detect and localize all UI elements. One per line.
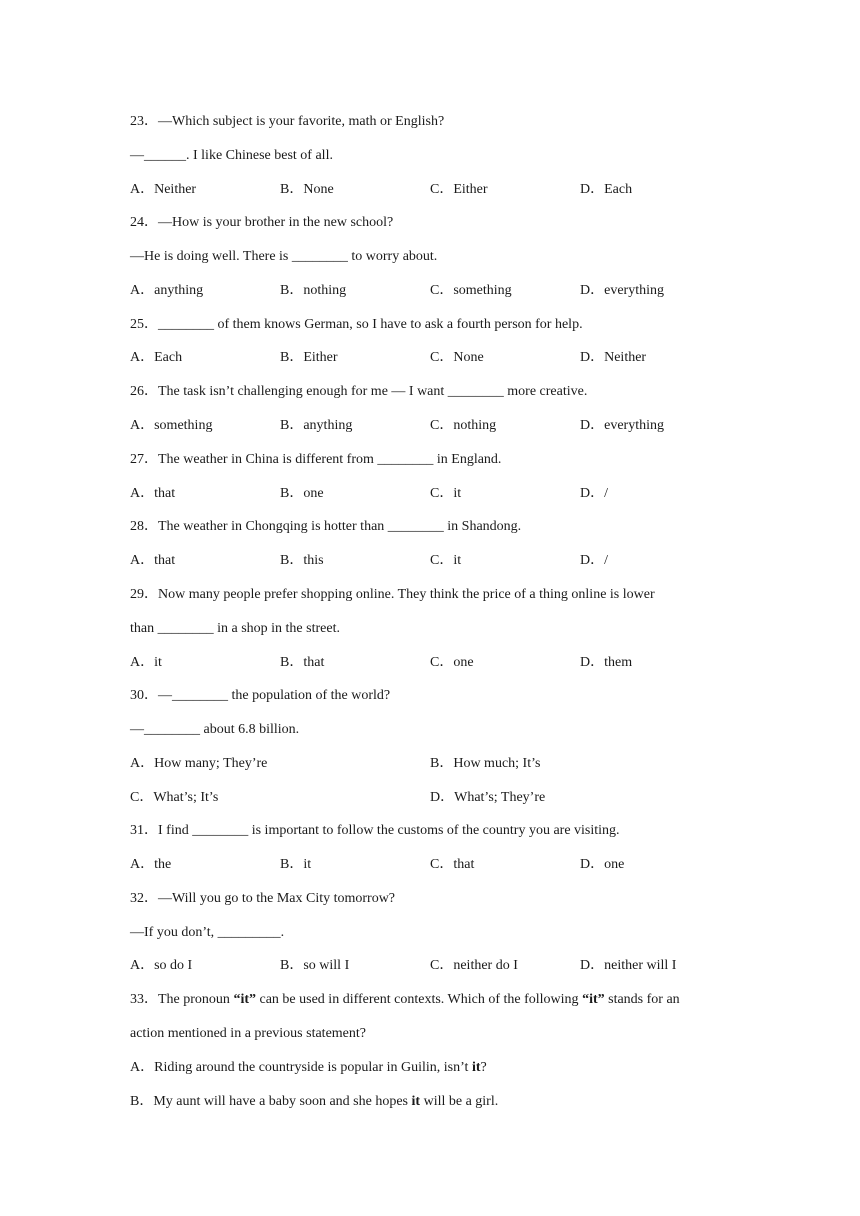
question-24-option-d: D．everything [580,283,664,298]
question-29-option-c: C．one [430,655,474,670]
question-26-stem: 26．The task isn’t challenging enough for me — I want ________ more creative. [130,384,588,399]
question-28-option-c: C．it [430,553,462,568]
question-26-option-c: C．nothing [430,418,497,433]
question-23-reply: —______. I like Chinese best of all. [130,148,333,163]
question-32-option-a: A．so do I [130,958,193,973]
question-32-option-c: C．neither do I [430,958,518,973]
question-32-option-d: D．neither will I [580,958,677,973]
question-27-option-d: D．/ [580,486,608,501]
question-23-stem: 23．—Which subject is your favorite, math or English? [130,114,445,129]
question-30-stem: 30．—________ the population of the world? [130,688,391,703]
question-28-stem: 28．The weather in Chongqing is hotter than ________ in Shandong. [130,519,522,534]
question-30-option-c: C．What’s; It’s [130,790,219,805]
question-31-stem: 31．I find ________ is important to follow the customs of the country you are visiting. [130,823,620,838]
question-25-stem: 25．________ of them knows German, so I have to ask a fourth person for help. [130,317,583,332]
question-31-option-c: C．that [430,857,475,872]
quoted-it-2: “it” [582,992,605,1007]
question-27-option-b: B．one [280,486,324,501]
question-26-option-a: A．something [130,418,213,433]
question-25-option-a: A．Each [130,350,183,365]
question-23-option-d: D．Each [580,182,633,197]
emphasized-it-a: it [471,1060,481,1075]
question-33-option-b-end: will be a girl. [420,1094,499,1109]
question-28-option-a: A．that [130,553,176,568]
question-29-option-b: B．that [280,655,325,670]
question-23-option-a: A．Neither [130,182,197,197]
question-33-option-a-end: ? [480,1060,487,1075]
quoted-it-1: “it” [233,992,256,1007]
question-25-option-d: D．Neither [580,350,647,365]
question-32-reply: —If you don’t, _________. [130,925,285,940]
question-31-option-a: A．the [130,857,172,872]
question-32-stem: 32．—Will you go to the Max City tomorrow? [130,891,396,906]
question-31-option-d: D．one [580,857,625,872]
question-29-stem: 29．Now many people prefer shopping online. They think the price of a thing online is lower [130,587,655,602]
question-33-option-a [130,1059,487,1077]
question-33-option-b [130,1093,498,1111]
emphasized-it-b: it [411,1094,421,1109]
question-30-option-b: B．How much; It’s [430,756,541,771]
question-33-option-b-text: B．My aunt will have a baby soon and she hopes [130,1094,412,1109]
question-24-stem: 24．—How is your brother in the new school? [130,215,394,230]
question-25-option-b: B．Either [280,350,338,365]
question-27-stem: 27．The weather in China is different from ________ in England. [130,452,502,467]
question-33-option-a-text: A．Riding around the countryside is popular in Guilin, isn’t [130,1060,472,1075]
question-27-option-a: A．that [130,486,176,501]
question-24-option-c: C．something [430,283,512,298]
question-33-stem-part1: 33．The pronoun [130,992,234,1007]
question-30-option-a: A．How many; They’re [130,756,268,771]
question-30-reply: —________ about 6.8 billion. [130,722,300,737]
question-26-option-b: B．anything [280,418,353,433]
question-30-option-d: D．What’s; They’re [430,790,546,805]
question-24-reply: —He is doing well. There is ________ to worry about. [130,249,438,264]
question-24-option-a: A．anything [130,283,204,298]
question-33-stem-continued: action mentioned in a previous statement? [130,1026,366,1041]
question-31-option-b: B．it [280,857,312,872]
question-32-option-b: B．so will I [280,958,350,973]
question-33-stem-part3: stands for an [604,992,680,1007]
question-23-option-c: C．Either [430,182,488,197]
question-29-option-a: A．it [130,655,162,670]
question-26-option-d: D．everything [580,418,664,433]
question-23-option-b: B．None [280,182,334,197]
question-28-option-b: B．this [280,553,324,568]
question-25-option-c: C．None [430,350,484,365]
question-27-option-c: C．it [430,486,462,501]
question-33-stem-part2: can be used in different contexts. Which of the following [256,992,583,1007]
question-33-stem [130,991,680,1009]
question-29-stem-continued: than ________ in a shop in the street. [130,621,340,636]
question-28-option-d: D．/ [580,553,608,568]
question-24-option-b: B．nothing [280,283,347,298]
question-29-option-d: D．them [580,655,633,670]
